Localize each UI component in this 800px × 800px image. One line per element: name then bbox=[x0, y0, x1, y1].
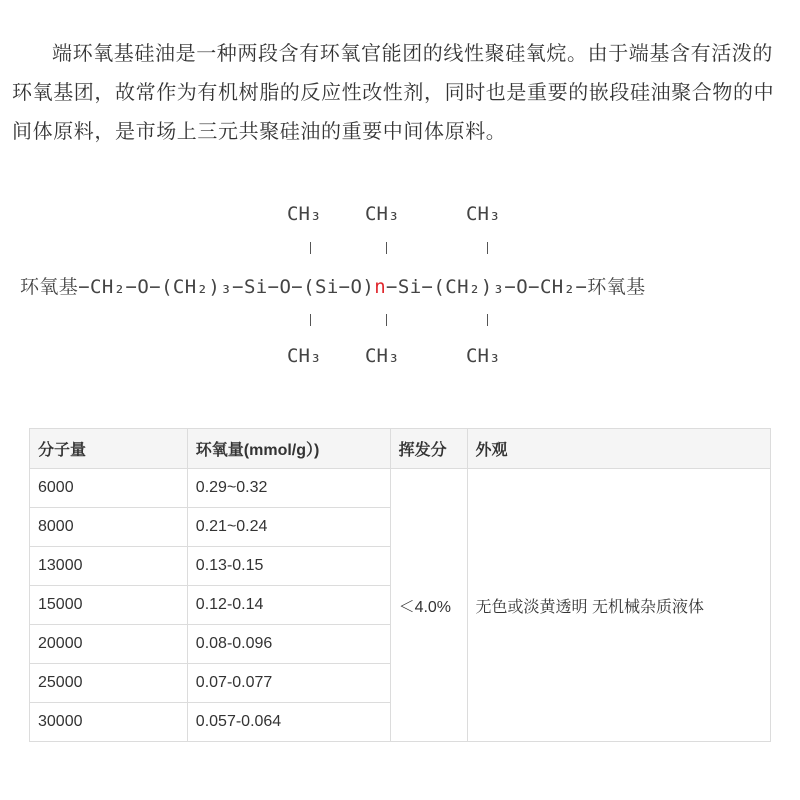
repeat-unit-n: n bbox=[374, 276, 387, 298]
intro-paragraph: 端环氧基硅油是一种两段含有环氧官能团的线性聚硅氧烷。由于端基含有活泼的环氧基团，故常作为有机树脂的反应性改性剂，同时也是重要的嵌段硅油聚合物的中间体原料，是市场上三元共聚硅油的重要中间体原料。 bbox=[12, 41, 775, 143]
top-bond-1 bbox=[310, 242, 311, 254]
cell-molecular-weight: 30000 bbox=[30, 703, 188, 742]
top-methyl-group-1: CH₃ bbox=[287, 203, 322, 225]
cell-molecular-weight: 15000 bbox=[30, 586, 188, 625]
cell-epoxy-value: 0.21~0.24 bbox=[187, 508, 390, 547]
header-appearance: 外观 bbox=[467, 429, 771, 469]
bottom-bond-3 bbox=[487, 314, 488, 326]
cell-molecular-weight: 20000 bbox=[30, 625, 188, 664]
cell-molecular-weight: 25000 bbox=[30, 664, 188, 703]
cell-epoxy-value: 0.13-0.15 bbox=[187, 547, 390, 586]
table-row bbox=[30, 469, 771, 508]
main-chain bbox=[20, 272, 646, 299]
bottom-methyl-group-3: CH₃ bbox=[466, 345, 501, 367]
chain-left: 环氧基−CH₂−O−(CH₂)₃−Si−O−(Si−O) bbox=[20, 276, 375, 298]
chain-right: −Si−(CH₂)₃−O−CH₂−环氧基 bbox=[386, 276, 646, 298]
spec-table bbox=[29, 428, 771, 742]
cell-molecular-weight: 6000 bbox=[30, 469, 188, 508]
table-header-row bbox=[30, 429, 771, 469]
cell-appearance: 无色或淡黄透明 无机械杂质液体 bbox=[467, 469, 771, 742]
bottom-bond-1 bbox=[310, 314, 311, 326]
header-molecular-weight: 分子量 bbox=[30, 429, 188, 469]
top-methyl-group-2: CH₃ bbox=[365, 203, 400, 225]
bottom-methyl-group-1: CH₃ bbox=[287, 345, 322, 367]
top-bond-2 bbox=[386, 242, 387, 254]
top-bond-3 bbox=[487, 242, 488, 254]
cell-epoxy-value: 0.12-0.14 bbox=[187, 586, 390, 625]
structural-formula bbox=[0, 195, 800, 385]
bottom-bond-2 bbox=[386, 314, 387, 326]
top-methyl-group-3: CH₃ bbox=[466, 203, 501, 225]
cell-epoxy-value: 0.08-0.096 bbox=[187, 625, 390, 664]
bottom-methyl-group-2: CH₃ bbox=[365, 345, 400, 367]
cell-epoxy-value: 0.057-0.064 bbox=[187, 703, 390, 742]
cell-epoxy-value: 0.29~0.32 bbox=[187, 469, 390, 508]
cell-volatile: ＜4.0% bbox=[390, 469, 467, 742]
cell-molecular-weight: 8000 bbox=[30, 508, 188, 547]
header-epoxy-value: 环氧量(mmol/g）) bbox=[187, 429, 390, 469]
header-volatile: 挥发分 bbox=[390, 429, 467, 469]
cell-molecular-weight: 13000 bbox=[30, 547, 188, 586]
cell-epoxy-value: 0.07-0.077 bbox=[187, 664, 390, 703]
